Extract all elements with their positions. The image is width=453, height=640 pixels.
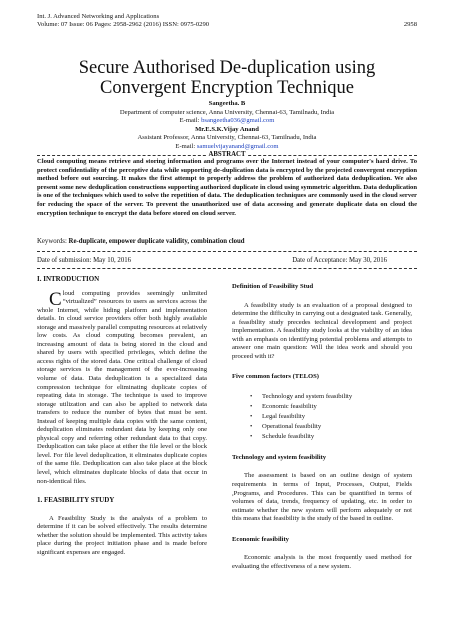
author-affiliation: Assistant Professor, Anna University, Chennai-63, Tamilnadu, India [137,134,317,142]
list-item: • Schedule feasibility [250,432,315,440]
volume-info: Volume: 07 Issue: 06 Pages: 2958-2962 (2016) ISSN: 0975-0290 [37,21,210,29]
section-heading: 1. FEASIBILITY STUDY [37,496,115,505]
subsection-heading: Five common factors (TELOS) [232,373,319,381]
intro-text: loud computing provides seemingly unlimited “virtualized” resources to users as services across the whole Internet, while hiding platform and implementation details. In cloud service providers offer both highly available storage and massively parallel computing resources at relatively low costs. As cloud computing becomes prevalent, an increasing amount of data is being stored in the cloud and shared by users with specified privileges, which define the access rights of the stored data. One critical challenge of cloud storage services is the management of the ever-increasing volume of data. Data deduplication is a specialized data compression technique for eliminating duplicate copies of repeating data in storage. The technique is used to improve storage utilization and can also be applied to network data transfers to reduce the number of bytes that must be sent. Instead of keeping multiple data copies with the same content, deduplication eliminates redundant data by keeping only one physical copy and referring other redundant data to that copy. Deduplication can take place at either the file level or the block level. For file level deduplication, it eliminates duplicate copies of the same file. Deduplication can also take place at the block level, which eliminates duplicate blocks of data that occur in non-identical files. [37,289,207,485]
journal-name: Int. J. Advanced Networking and Applications [37,13,160,20]
subsection-heading: Definition of Feasibility Stud [232,283,314,290]
bullet-icon: • [250,392,253,400]
definition-paragraph: A feasibility study is an evaluation of a proposal designed to determine the difficulty in carrying out a designated task. Generally, a feasibility study precedes technical development and project implementation. A feasibility study looks at the viability of an idea with an emphasis on identifying potential problems and attempts to answer one main question: Will the idea work and should you proceed with it? [232,301,412,360]
intro-paragraph [37,290,207,487]
email-label: E-mail: [179,117,202,125]
list-item: • Technology and system feasibility [250,392,353,400]
drop-cap: C [49,288,62,310]
author-name: Mr.E.S.K.Vijay Anand [195,125,259,133]
list-item: • Economic feasibility [250,402,317,410]
paper-title-line-1: Secure Authorised De-duplication using [78,58,376,78]
dates-line [37,257,417,265]
running-head [37,13,417,30]
subsection-heading: Economic feasibility [232,535,289,543]
author-email-link[interactable]: bsangeetha036@gmail.com [201,117,275,125]
author-affiliation: Department of computer science, Anna University, Chennai-63, Tamilnadu, India [119,108,335,116]
bullet-icon: • [250,432,253,440]
author-name: Sangeetha. B [208,100,246,107]
abstract-label: ABSTRACT [208,151,246,158]
paper-title-line-2: Convergent Encryption Technique [100,78,354,98]
dashed-divider [37,268,417,269]
abstract-text: Cloud computing means retrieve and storing information and programs over the Internet instead of your computer's hard drive. To protect confidentiality of the perceptive data while supporting de-duplication data is encrypted by the projected convergent encryption method before out sourcing. It makes the first attempt to properly address the problem of authorized data deduplication. We also present some new deduplication constructions supporting authorized duplicate in cloud using symmetric algorithm. Data deduplication is one of the techniques which used to solve the repetition of data. The deduplication techniques are commonly used in the cloud server for reducing the space of the server. To prevent the unauthorized use of data accessing and generate duplicate data on cloud the encryption technique to encrypt the data before stored on cloud server. [37,158,417,217]
feasibility-paragraph: A Feasibility Study is the analysis of a problem to determine if it can be solved effectively. The results determine whether the solution should be implemented. This activity takes place during the project initiation phase and is made before significant expenses are engaged. [37,514,207,556]
list-item: • Legal feasibility [250,412,306,420]
page-number: 2958 [403,21,417,29]
author-email-line [37,117,417,126]
author-email-link[interactable]: samuelvijayanand@gmail.com [196,142,279,150]
right-column [232,275,412,571]
subsection-heading: Technology and system feasibility [232,453,327,461]
bullet-icon: • [250,412,253,420]
dashed-divider [37,251,417,252]
list-item: • Operational feasibility [250,422,322,430]
keywords-label: Keywords: [37,238,69,245]
acceptance-date: Date of Acceptance: May 30, 2016 [292,257,387,264]
keywords-line [37,238,417,246]
submission-date: Date of submission: May 10, 2016 [37,257,132,264]
factor-list [232,392,412,442]
author-block [37,100,417,152]
section-heading: I. INTRODUCTION [37,275,100,283]
email-label: E-mail: [175,142,197,150]
tech-paragraph: The assessment is based on an outline design of system requirements in terms of Input, Processes, Output, Fields ,Programs, and Procedures. This can be quantified in terms of volumes of data, trends, frequency of updating, etc. in order to estimate whether the new system will perform adequately or not this means that feasibility is the study of the based in outline. [232,472,412,523]
keywords-text: Re-duplicate, empower duplicate validity, combination cloud [68,238,245,245]
bullet-icon: • [250,402,253,410]
left-column [37,275,207,557]
bullet-icon: • [250,422,253,430]
economic-paragraph: Economic analysis is the most frequently used method for evaluating the effectiveness of a new system. [232,554,412,570]
